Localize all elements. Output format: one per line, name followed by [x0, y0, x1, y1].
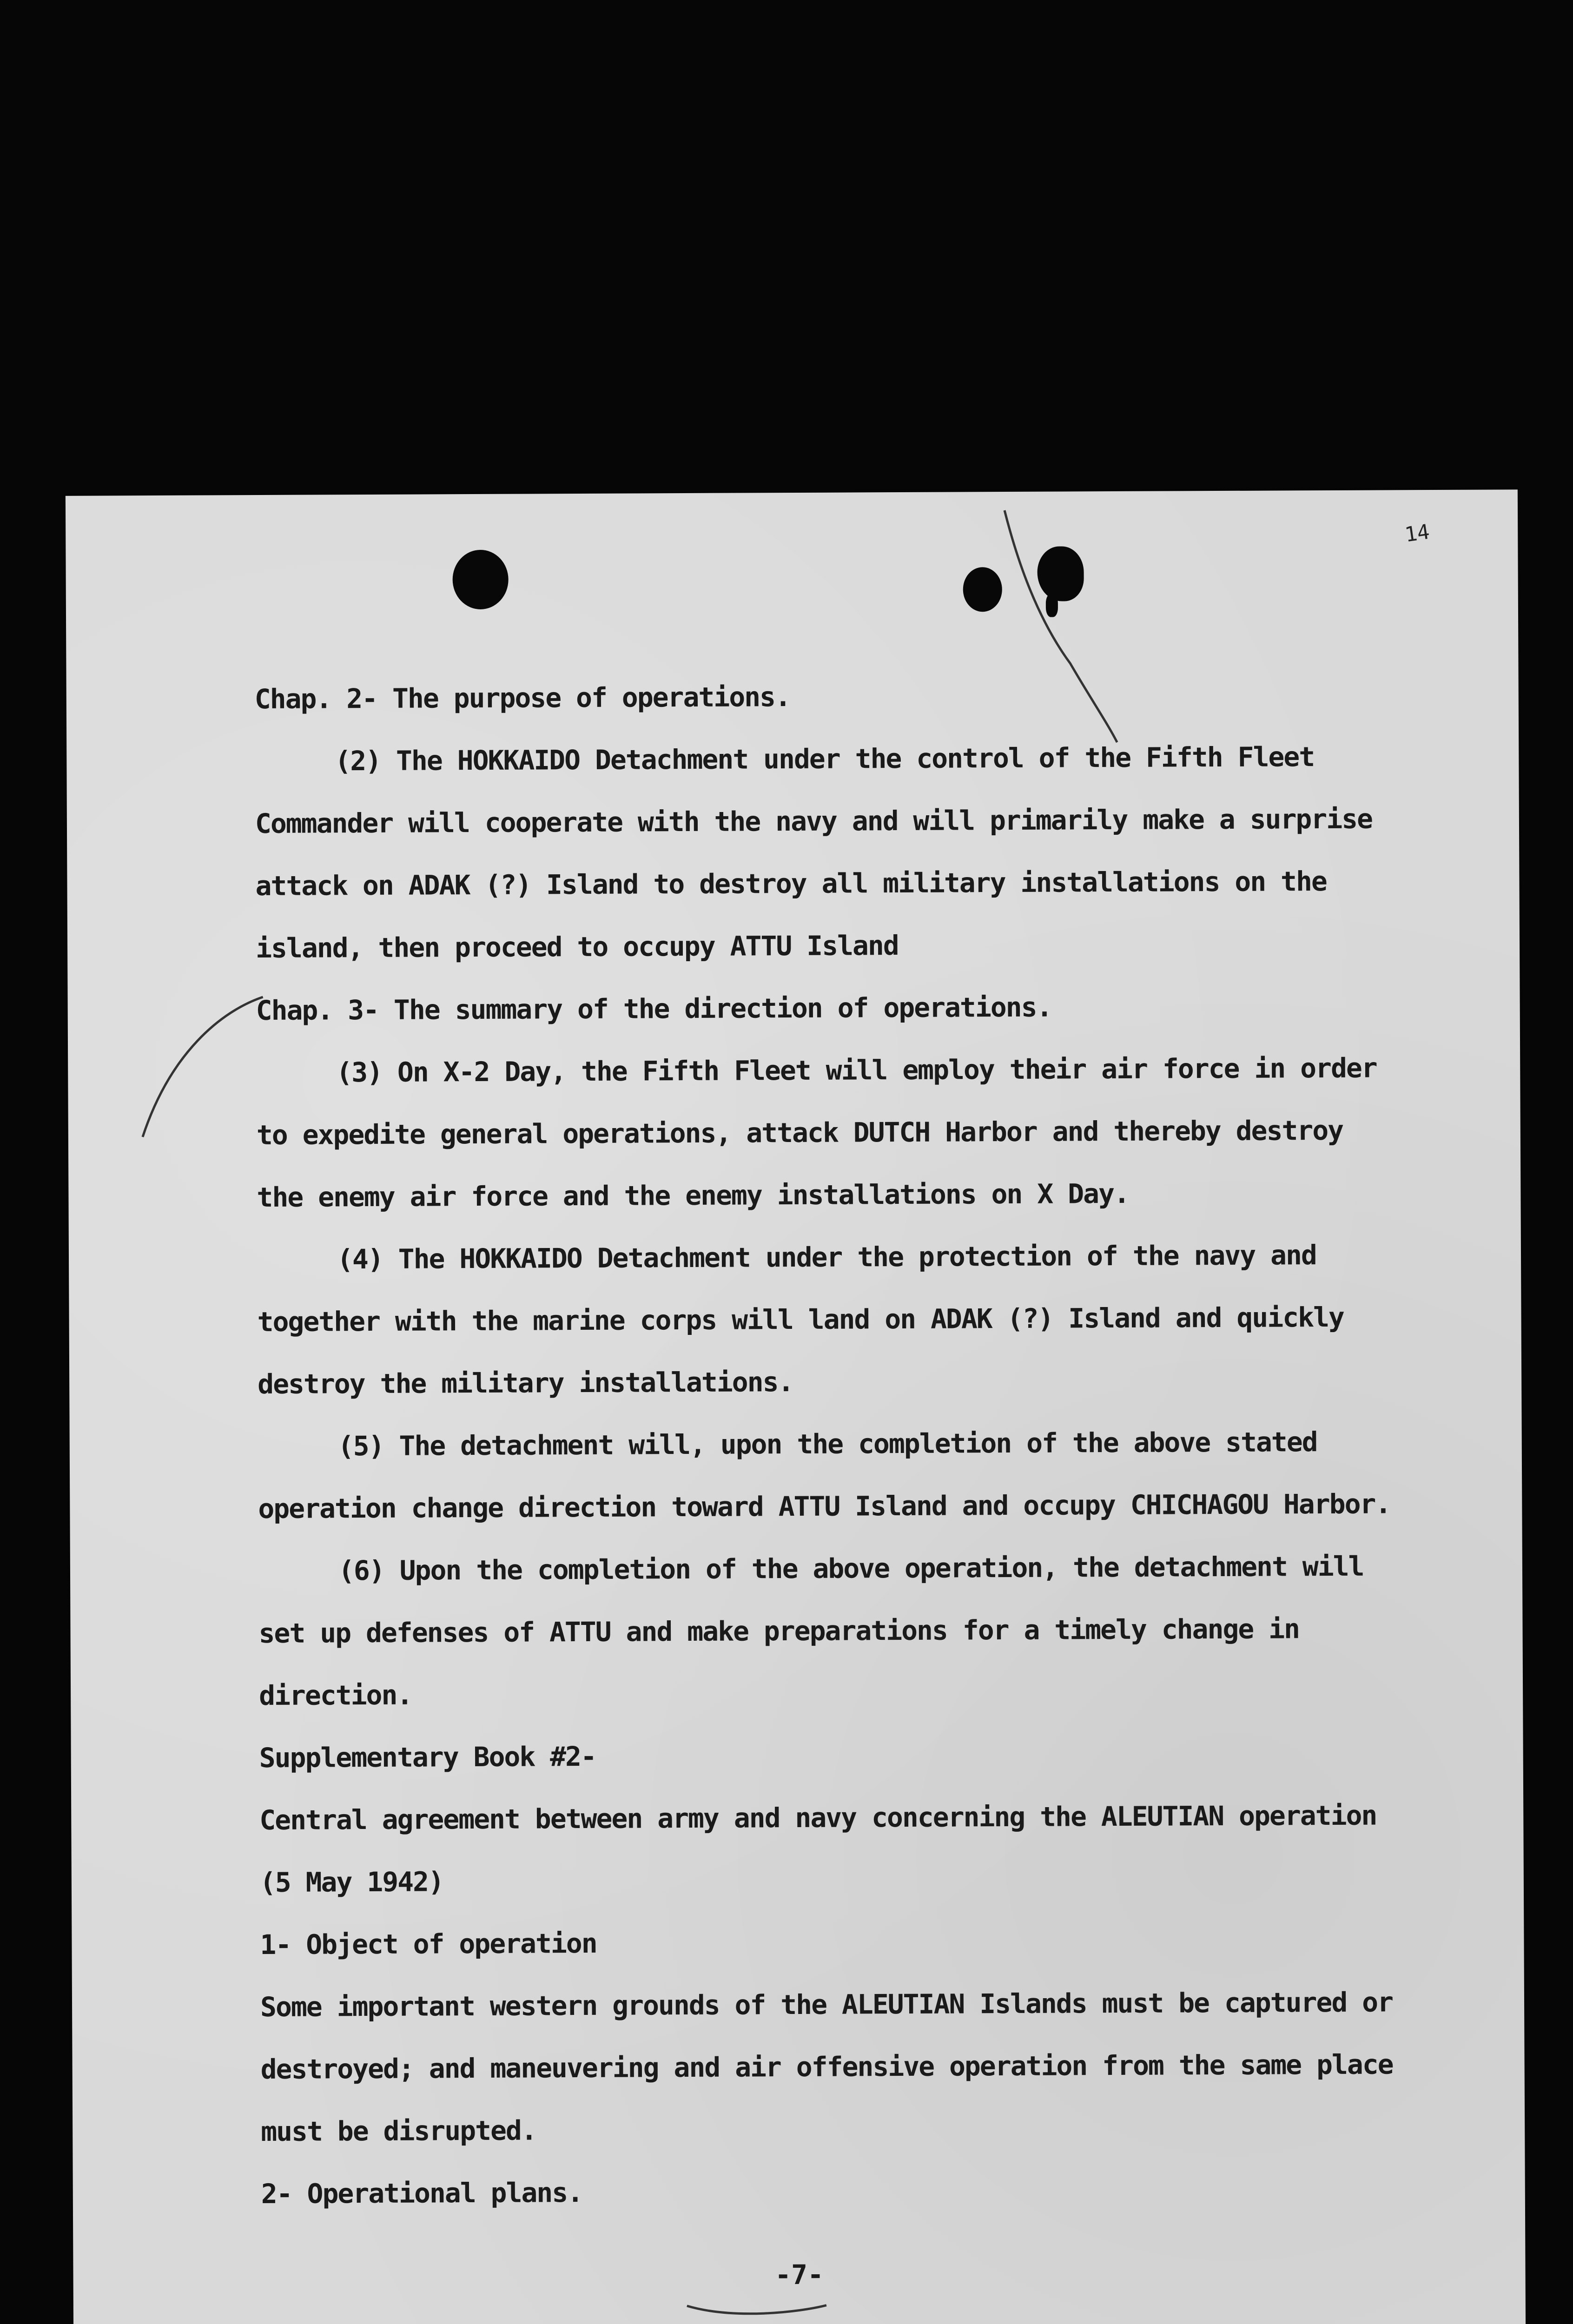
document-line: (5 May 1942)	[259, 1866, 444, 1899]
document-line: destroyed; and maneuvering and air offensive operation from the same place	[260, 2048, 1393, 2086]
document-line: island, then proceed to occupy ATTU Island	[255, 930, 899, 964]
document-line: 1- Object of operation	[260, 1927, 597, 1961]
document-line: together with the marine corps will land on ADAK (?) Island and quickly	[257, 1301, 1344, 1338]
document-line: attack on ADAK (?) Island to destroy all military installations on the	[255, 865, 1327, 902]
document-line: Commander will cooperate with the navy and will primarily make a surprise	[255, 803, 1373, 840]
document-line: destroy the military installations.	[258, 1366, 793, 1400]
document-line: (3) On X-2 Day, the Fifth Fleet will employ their air force in order	[336, 1052, 1377, 1089]
document-line: (2) The HOKKAIDO Detachment under the control of the Fifth Fleet	[335, 741, 1315, 777]
document-line: 2- Operational plans.	[261, 2177, 583, 2210]
page-number: -7-	[775, 2258, 824, 2291]
document-line: (6) Upon the completion of the above operation, the detachment will	[338, 1550, 1364, 1587]
punch-hole	[452, 550, 509, 610]
document-line: to expedite general operations, attack DUTCH Harbor and thereby destroy	[256, 1114, 1343, 1151]
document-line: operation change direction toward ATTU Island and occupy CHICHAGOU Harbor.	[258, 1488, 1391, 1525]
document-line: direction.	[258, 1679, 412, 1712]
document-line: Some important western grounds of the ALEUTIAN Islands must be captured or	[260, 1986, 1393, 2023]
punch-hole-tear	[1046, 594, 1058, 617]
punch-hole	[963, 567, 1002, 612]
document-line: the enemy air force and the enemy installations on X Day.	[257, 1177, 1129, 1214]
document-line: set up defenses of ATTU and make preparations for a timely change in	[258, 1613, 1300, 1650]
document-line: Chap. 3- The summary of the direction of operations.	[256, 991, 1052, 1027]
document-line: (4) The HOKKAIDO Detachment under the protection of the navy and	[337, 1239, 1316, 1275]
document-line: Chap. 2- The purpose of operations.	[254, 681, 791, 715]
document-body	[254, 663, 1479, 2225]
document-page	[66, 489, 1526, 2324]
document-line: must be disrupted.	[261, 2114, 536, 2148]
punch-hole	[1037, 546, 1084, 601]
handwritten-page-mark: 14	[1403, 520, 1431, 547]
document-line: Supplementary Book #2-	[259, 1740, 596, 1774]
document-line: Central agreement between army and navy concerning the ALEUTIAN operation	[259, 1799, 1377, 1836]
document-line: (5) The detachment will, upon the completion of the above stated	[337, 1426, 1317, 1462]
